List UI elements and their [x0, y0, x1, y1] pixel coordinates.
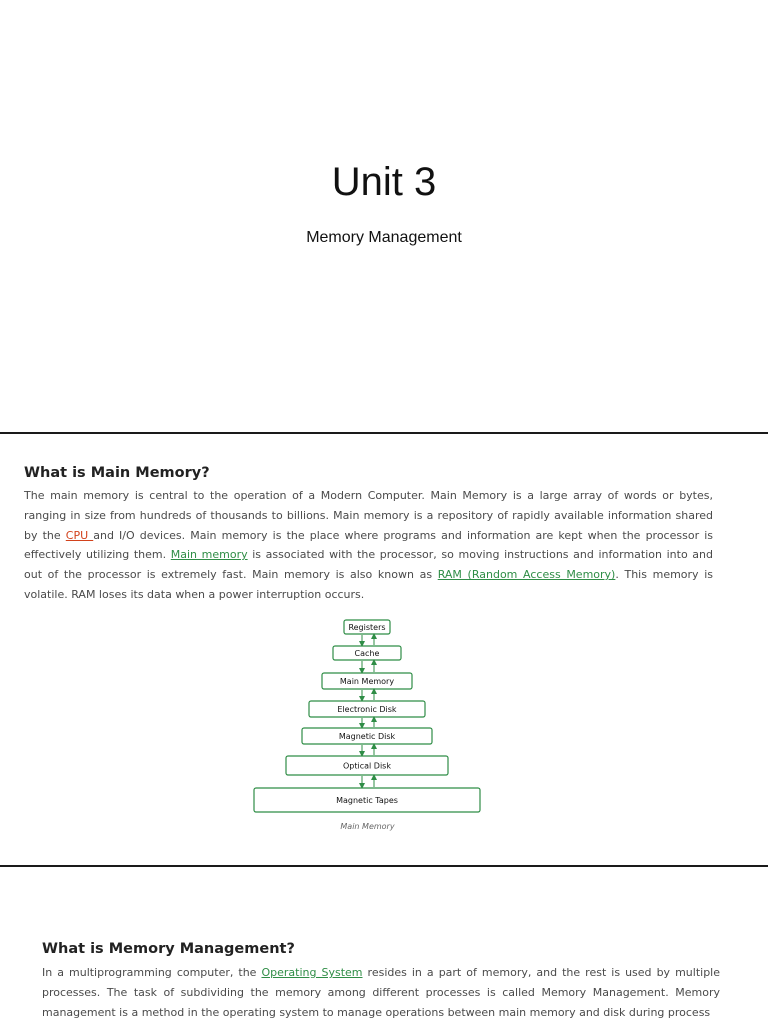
- slide-memory-management: [0, 867, 768, 1024]
- paragraph-text: and I/O devices. Main memory is the place where programs and information are kept when the processor is effectively utilizing them.: [24, 528, 713, 562]
- paragraph-text: The main memory is central to the operation of a Modern Computer. Main Memory is a large array of words or bytes, ranging in size from hundreds of thousands to billions. Main memory is a repository of rapidly available information shared by the: [24, 489, 713, 542]
- hierarchy-level-label: Cache: [354, 649, 380, 658]
- hierarchy-level-label: Electronic Disk: [337, 705, 397, 714]
- paragraph-text: resides in a part of memory, and the rest is used by multiple processes. The task of subdividing the memory among different processes is called Memory Management. Memory management is a method in the operating system to manage operations between main memory and disk during process: [42, 966, 720, 1019]
- slide-main-memory: [0, 434, 768, 865]
- main-memory-heading: What is Main Memory?: [24, 465, 210, 481]
- diagram-caption: Main Memory: [340, 822, 395, 831]
- cpu-link[interactable]: CPU: [65, 528, 94, 542]
- operating-system-link[interactable]: Operating System: [261, 966, 363, 979]
- ram-link[interactable]: RAM (Random Access Memory): [437, 568, 616, 582]
- hierarchy-level-label: Optical Disk: [343, 761, 391, 771]
- memory-management-heading: What is Memory Management?: [42, 941, 295, 957]
- memory-hierarchy-diagram: [0, 434, 768, 865]
- hierarchy-levels: [254, 620, 480, 812]
- paragraph-text: . This memory is volatile. RAM loses its data when a power interruption occurs.: [24, 568, 713, 601]
- paragraph-text: In a multiprogramming computer, the: [42, 966, 262, 979]
- hierarchy-level-label: Main Memory: [339, 677, 395, 686]
- hierarchy-level-label: Registers: [348, 623, 386, 632]
- hierarchy-level-label: Magnetic Disk: [338, 732, 396, 741]
- slide-title-heading: Unit 3: [331, 160, 437, 204]
- paragraph-text: is associated with the processor, so moving instructions and information into and out of the processor is extremely fast. Main memory is also known as: [24, 548, 713, 582]
- hierarchy-level-label: Magnetic Tapes: [336, 796, 398, 805]
- main-memory-link[interactable]: Main memory: [170, 548, 248, 562]
- slide-title: [0, 0, 768, 432]
- memory-management-paragraph: [42, 963, 720, 1022]
- slide-subtitle: Memory Management: [306, 229, 462, 246]
